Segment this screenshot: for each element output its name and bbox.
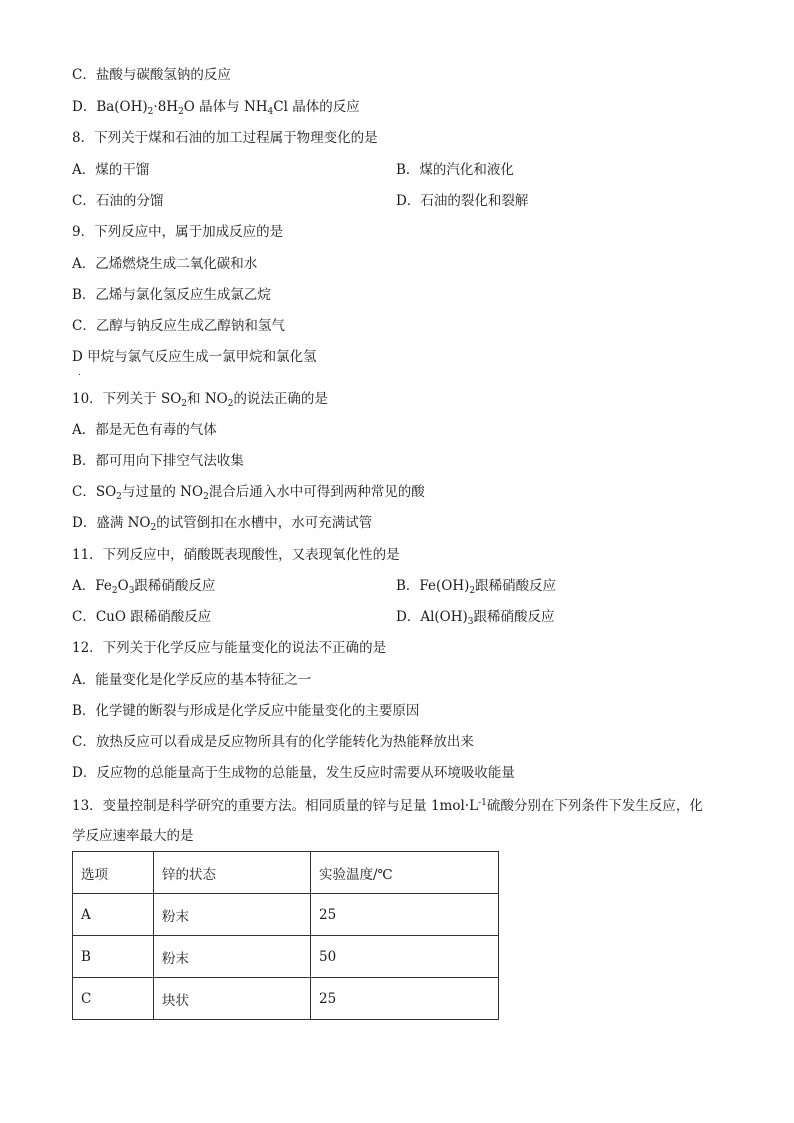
table-header-cell: 选项 (73, 852, 154, 894)
q11-option-b: B．$Fe(OH)_2$跟稀硝酸反应 (396, 578, 557, 596)
table-row (73, 894, 499, 936)
q10-option-d: D．盛满 $NO_2$的试管倒扣在水槽中，水可充满试管 (72, 515, 373, 533)
q8-option-a: A．煤的干馏 (72, 162, 150, 178)
table-cell: C (73, 978, 154, 1020)
q8-stem: 8．下列关于煤和石油的加工过程属于物理变化的是 (72, 130, 378, 146)
table-cell: 块状 (154, 978, 311, 1020)
q13-table (72, 851, 499, 1020)
q10-stem: 10．下列关于 $SO_2$和 $NO_2$的说法正确的是 (72, 391, 328, 409)
q9-option-d: D 甲烷与氯气反应生成一氯甲烷和氯化氢 (72, 349, 317, 365)
q12-stem: 12．下列关于化学反应与能量变化的说法不正确的是 (72, 640, 387, 656)
table-row (73, 936, 499, 978)
q13-stem-line2: 学反应速率最大的是 (72, 828, 194, 844)
q9-stray-dot: . (78, 368, 81, 378)
table-cell: 50 (311, 936, 499, 978)
q12-option-b: B．化学键的断裂与形成是化学反应中能量变化的主要原因 (72, 703, 420, 719)
table-cell: 粉末 (154, 894, 311, 936)
q9-option-b: B．乙烯与氯化氢反应生成氯乙烷 (72, 287, 271, 303)
q13-stem-line1: 13．变量控制是科学研究的重要方法。相同质量的锌与足量 $1mol\cdot L^{-1}$硫酸分别在下列条件下发生反应，化 (72, 798, 703, 814)
q10-option-a: A．都是无色有毒的气体 (72, 422, 217, 438)
table-cell: 25 (311, 894, 499, 936)
q9-option-a: A．乙烯燃烧生成二氧化碳和水 (72, 256, 258, 272)
q9-stem: 9．下列反应中，属于加成反应的是 (72, 224, 284, 240)
q7-option-c: C．盐酸与碳酸氢钠的反应 (72, 67, 231, 83)
q12-option-c: C．放热反应可以看成是反应物所具有的化学能转化为热能释放出来 (72, 734, 474, 750)
table-cell: 粉末 (154, 936, 311, 978)
table-cell: A (73, 894, 154, 936)
q11-option-d: D．$Al(OH)_3$跟稀硝酸反应 (396, 609, 555, 627)
table-header-row (73, 852, 499, 894)
q12-option-a: A．能量变化是化学反应的基本特征之一 (72, 672, 312, 688)
q10-option-c: C．$SO_2$与过量的 $NO_2$混合后通入水中可得到两种常见的酸 (72, 484, 425, 502)
q12-option-d: D．反应物的总能量高于生成物的总能量，发生反应时需要从环境吸收能量 (72, 765, 515, 781)
q8-option-d: D．石油的裂化和裂解 (396, 193, 529, 209)
q11-stem: 11．下列反应中，硝酸既表现酸性，又表现氧化性的是 (72, 547, 400, 563)
q8-option-b: B．煤的汽化和液化 (396, 162, 514, 178)
table-header-cell: 实验温度/℃ (311, 852, 499, 894)
q8-option-c: C．石油的分馏 (72, 193, 164, 209)
q9-option-c: C．乙醇与钠反应生成乙醇钠和氢气 (72, 318, 285, 334)
table-header-cell: 锌的状态 (154, 852, 311, 894)
q7-option-d: D．$Ba(OH)_2\cdot 8H_2O$ 晶体与 $NH_4Cl$ 晶体的反应 (72, 99, 360, 117)
q11-option-c: C．CuO 跟稀硝酸反应 (72, 609, 212, 625)
table-cell: 25 (311, 978, 499, 1020)
table-row (73, 978, 499, 1020)
q11-option-a: A．$Fe_2O_3$跟稀硝酸反应 (72, 578, 216, 596)
q10-option-b: B．都可用向下排空气法收集 (72, 453, 244, 469)
table-cell: B (73, 936, 154, 978)
